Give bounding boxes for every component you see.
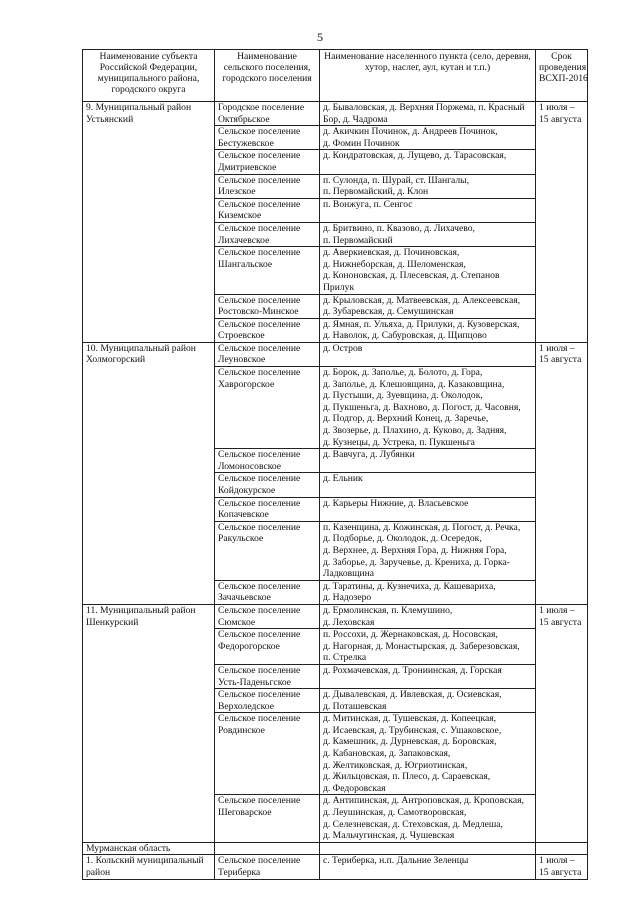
villages-cell: д. Бываловская, д. Верхняя Поржема, п. Красный Бор, д. Чадрома	[320, 102, 536, 126]
villages-cell: д. Кондратовская, д. Лущево, д. Тарасовская,	[320, 150, 536, 174]
settlement-cell: Сельское поселение Дмитриевское	[215, 150, 320, 174]
settlement-cell: Сельское поселение Бестужевское	[215, 126, 320, 150]
settlement-cell: Сельское поселение Строевское	[215, 318, 320, 342]
table-row	[83, 855, 588, 879]
header-villages: Наименование населенного пункта (село, деревня, хутор, наслег, аул, кутан и т.п.)	[320, 50, 536, 102]
district-cell: 9. Муниципальный район Устьянский	[83, 102, 215, 343]
villages-cell: д. Митинская, д. Тушевская, д. Копеецкая, д. Исаевская, д. Трубинская, с. Ушаковское, д. Камешник, д. Дурневская, д. Боровская, д. Кабановская, д. Запаковская, д. Желтиковская, д. Югриотинская, д. Жильцовская, п. Плесо, д. Сараевская, д. Федоровская	[320, 713, 536, 795]
region-title: Мурманская область	[83, 842, 215, 855]
villages-cell: п. Казенщина, д. Кожинская, д. Погост, д. Речка, д. Подборье, д. Околодок, д. Осередок, д. Верхнее, д. Верхняя Гора, д. Нижняя Гора, д. Заборье, д. Заручевье, д. Крениха, д. Горка- Ладковщина	[320, 521, 536, 580]
villages-cell: д. Аверкиевская, д. Починовская, д. Нижнеборская, д. Шеломенская, д. Кононовская, д. Плесевская, д. Степанов Прилук	[320, 247, 536, 294]
header-period: Срок проведения ВСХП-2016	[536, 50, 588, 102]
settlement-cell: Сельское поселение Ломоносовское	[215, 449, 320, 473]
villages-cell: д. Бритвино, п. Квазово, д. Лихачево, п. Первомайский	[320, 222, 536, 246]
district-cell: 10. Муниципальный район Холмогорский	[83, 342, 215, 604]
table-row	[83, 342, 588, 366]
villages-cell: д. Антипинская, д. Антроповская, д. Кроповская, д. Леушинская, д. Самотворовская, д. Селезневская, д. Стеховская, д. Медлеша, д. Мальчугинская, д. Чушевская	[320, 795, 536, 842]
villages-cell: д. Ермолинская, п. Клемушино, д. Леховская	[320, 604, 536, 628]
settlement-cell: Сельское поселение Леуновское	[215, 342, 320, 366]
region-empty-cell	[215, 842, 320, 855]
settlement-cell: Сельское поселение Ровдинское	[215, 713, 320, 795]
settlement-cell: Сельское поселение Киземское	[215, 198, 320, 222]
villages-cell: д. Карьеры Нижние, д. Власьевское	[320, 497, 536, 521]
settlement-cell: Сельское поселение Копачевское	[215, 497, 320, 521]
settlement-cell: Сельское поселение Койдокурское	[215, 473, 320, 497]
villages-cell: п. Сулонда, п. Шурай, ст. Шангалы, п. Первомайский, д. Клон	[320, 174, 536, 198]
villages-cell: д. Акичкин Починок, д. Андреев Починок, д. Фомин Починок	[320, 126, 536, 150]
table-header-row	[83, 50, 588, 102]
settlement-cell: Сельское поселение Усть-Паденьгское	[215, 664, 320, 688]
region-empty-cell	[320, 842, 536, 855]
settlement-cell: Сельское поселение Верхоледское	[215, 689, 320, 713]
table-row	[83, 102, 588, 126]
page-number: 5	[317, 30, 323, 44]
villages-cell: д. Дывалевская, д. Ивлевская, д. Осиевская, д. Поташевская	[320, 689, 536, 713]
villages-cell: п. Россохи, д. Жернаковская, д. Носовская, д. Нагорная, д. Монастырская, д. Заберезовская, п. Стрелка	[320, 629, 536, 665]
settlement-cell: Сельское поселение Федорогорское	[215, 629, 320, 665]
villages-cell: д. Крыловская, д. Матвеевская, д. Алексеевская, д. Зубаревская, д. Семушинская	[320, 294, 536, 318]
settlement-cell: Сельское поселение Ракульское	[215, 521, 320, 580]
header-subject: Наименование субъекта Российской Федерации, муниципального района, городского округа	[83, 50, 215, 102]
villages-cell: д. Вавчуга, д. Лубянки	[320, 449, 536, 473]
district-cell: 11. Муниципальный район Шенкурский	[83, 604, 215, 842]
period-cell: 1 июля – 15 августа	[536, 102, 588, 343]
table-body	[83, 102, 588, 880]
villages-cell: д. Ельник	[320, 473, 536, 497]
settlement-cell: Сельское поселение Шангальское	[215, 247, 320, 294]
settlement-cell: Городское поселение Октябрьское	[215, 102, 320, 126]
settlements-table	[82, 49, 588, 880]
settlement-cell: Сельское поселение Ростовско-Минское	[215, 294, 320, 318]
villages-cell: д. Ямная, п. Ульяха, д. Прилуки, д. Кузоверская, д. Наволок, д. Сабуровская, д. Щипцово	[320, 318, 536, 342]
region-row	[83, 842, 588, 855]
villages-cell: д. Таратины, д. Кузнечиха, д. Кашевариха, д. Надозеро	[320, 580, 536, 604]
settlement-cell: Сельское поселение Териберка	[215, 855, 320, 879]
villages-cell: д. Рохмачевская, д. Трониинская, д. Горская	[320, 664, 536, 688]
period-cell: 1 июля – 15 августа	[536, 855, 588, 879]
region-empty-cell	[536, 842, 588, 855]
settlement-cell: Сельское поселение Хаврогорское	[215, 367, 320, 449]
villages-cell: д. Остров	[320, 342, 536, 366]
settlement-cell: Сельское поселение Шеговарское	[215, 795, 320, 842]
table-row	[83, 604, 588, 628]
settlement-cell: Сельское поселение Лихачевское	[215, 222, 320, 246]
settlement-cell: Сельское поселение Сюмское	[215, 604, 320, 628]
villages-cell: д. Борок, д. Заполье, д. Болото, д. Гора, д. Заполье, д. Клешовщина, д. Казаковщина, д. Пустыши, д. Зуевщина, д. Околодок, д. Пукшеньга, д. Вахново, д. Погост, д. Часовня, д. Подгор, д. Верхний Конец, д. Заречье, д. Звозерье, д. Плахино, д. Куково, д. Задняя, д. Кузнецы, д. Устрека, п. Пукшеньга	[320, 367, 536, 449]
settlement-cell: Сельское поселение Зачачьевское	[215, 580, 320, 604]
villages-cell: п. Вонжуга, п. Сенгос	[320, 198, 536, 222]
settlement-cell: Сельское поселение Илезское	[215, 174, 320, 198]
period-cell: 1 июля – 15 августа	[536, 604, 588, 842]
villages-cell: с. Териберка, н.п. Дальние Зеленцы	[320, 855, 536, 879]
period-cell: 1 июля – 15 августа	[536, 342, 588, 604]
header-settlement: Наименование сельского поселения, городского поселения	[215, 50, 320, 102]
district-cell: 1. Кольский муниципальный район	[83, 855, 215, 879]
